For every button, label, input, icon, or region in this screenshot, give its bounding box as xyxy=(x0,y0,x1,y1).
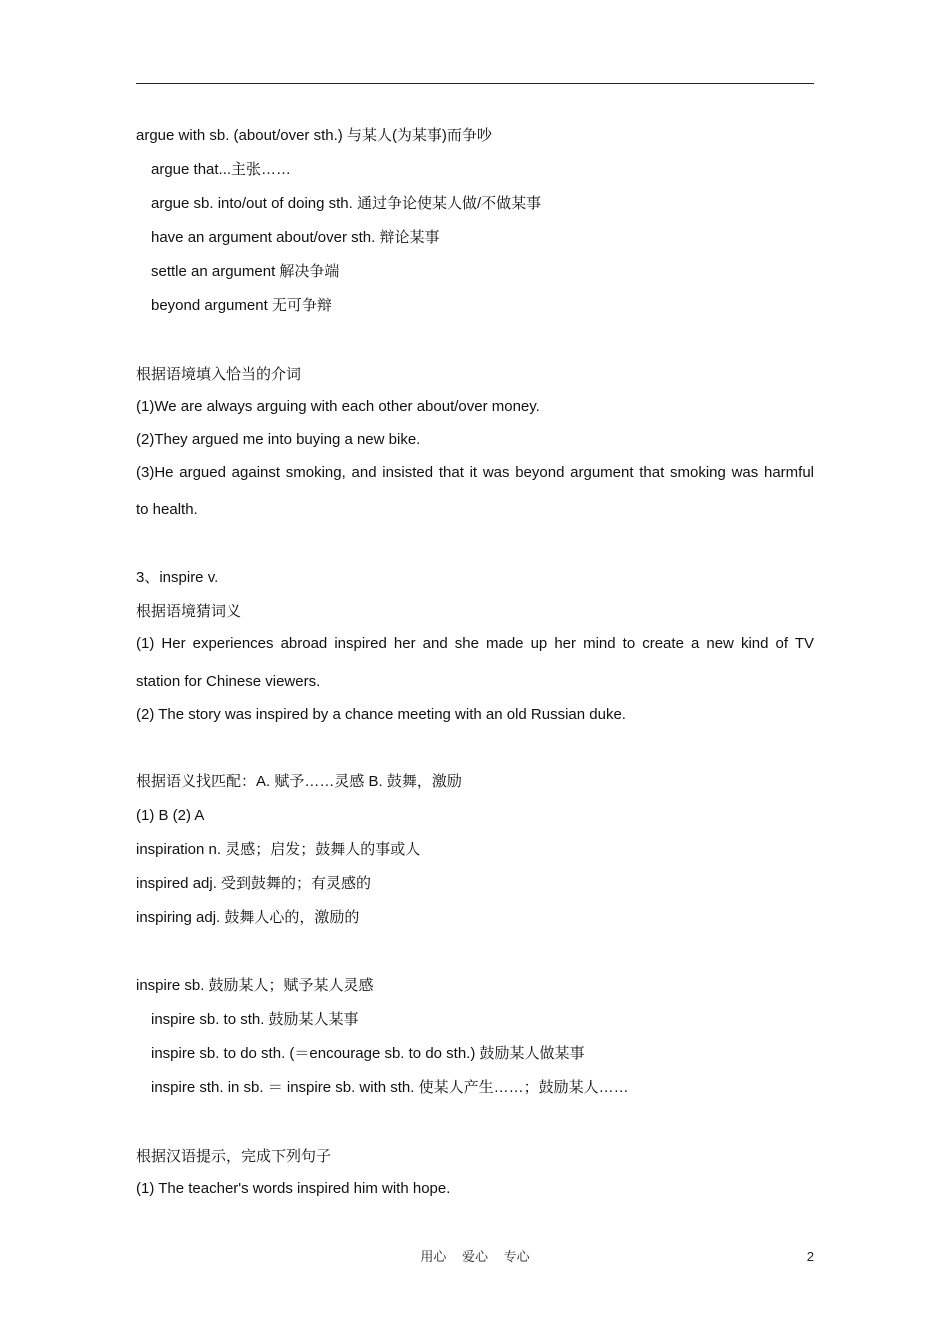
exercise-line: station for Chinese viewers. xyxy=(136,673,321,690)
phrase-line: argue with sb. (about/over sth.) 与某人(为某事)而争吵 xyxy=(136,127,492,144)
phrase-line: inspire sth. in sb. ＝ inspire sb. with sth. 使某人产生……；鼓励某人…… xyxy=(151,1079,629,1096)
phrase-line: inspire sb. to do sth. (＝encourage sb. to do sth.) 鼓励某人做某事 xyxy=(151,1045,585,1062)
phrase-line: beyond argument 无可争辩 xyxy=(151,297,332,314)
answer-line: (1) B (2) A xyxy=(136,807,205,824)
exercise-line: to health. xyxy=(136,501,198,518)
exercise-line: (1) The teacher's words inspired him with hope. xyxy=(136,1180,451,1197)
phrase-line: have an argument about/over sth. 辩论某事 xyxy=(151,229,440,246)
exercise-heading: 根据语境填入恰当的介词 xyxy=(136,366,302,383)
exercise-line: (3)He argued against smoking, and insisted that it was beyond argument that smoking was harmful xyxy=(136,464,814,481)
page-number: 2 xyxy=(806,1249,814,1264)
word-form-line: inspiration n. 灵感；启发；鼓舞人的事或人 xyxy=(136,841,421,858)
exercise-line: (1) Her experiences abroad inspired her and she made up her mind to create a new kind of TV xyxy=(136,635,814,652)
phrase-line: argue that...主张…… xyxy=(151,161,292,178)
word-form-line: inspired adj. 受到鼓舞的；有灵感的 xyxy=(136,875,372,892)
exercise-heading: 根据语义找匹配：A. 赋予……灵感 B. 鼓舞，激励 xyxy=(136,773,462,790)
word-form-line: inspiring adj. 鼓舞人心的，激励的 xyxy=(136,909,360,926)
exercise-line: (2) The story was inspired by a chance meeting with an old Russian duke. xyxy=(136,706,626,723)
phrase-line: inspire sb. to sth. 鼓励某人某事 xyxy=(151,1011,359,1028)
page-footer: 用心 爱心 专心 xyxy=(420,1249,530,1264)
phrase-line: argue sb. into/out of doing sth. 通过争论使某人做/不做某事 xyxy=(151,195,542,212)
phrase-line: settle an argument 解决争端 xyxy=(151,263,340,280)
exercise-heading: 根据语境猜词义 xyxy=(136,603,242,620)
section-heading: 3、inspire v. xyxy=(136,569,219,586)
exercise-heading: 根据汉语提示，完成下列句子 xyxy=(136,1148,332,1165)
phrase-line: inspire sb. 鼓励某人；赋予某人灵感 xyxy=(136,977,374,994)
exercise-line: (1)We are always arguing with each other about/over money. xyxy=(136,398,540,415)
header-rule xyxy=(136,83,814,84)
exercise-line: (2)They argued me into buying a new bike. xyxy=(136,431,421,448)
